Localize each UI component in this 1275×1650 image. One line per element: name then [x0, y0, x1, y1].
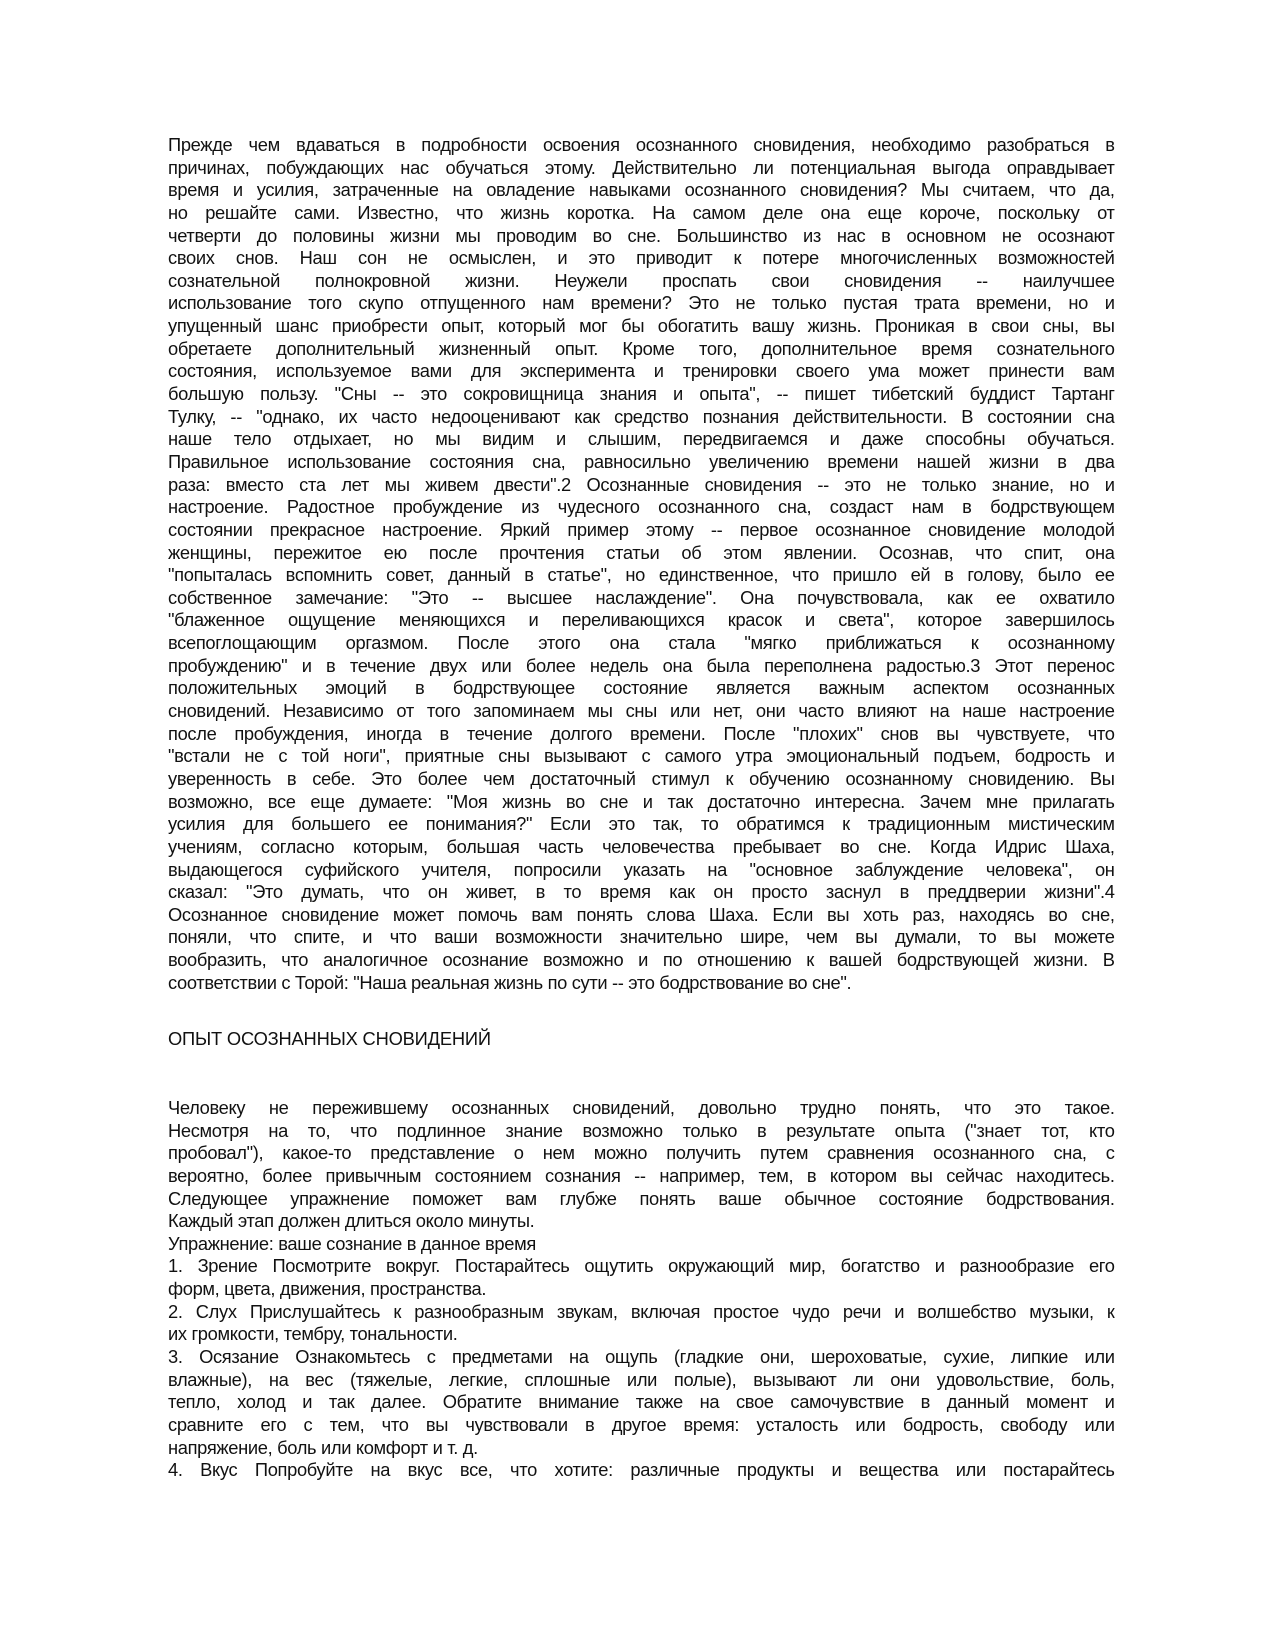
- text-line: причинах, побуждающих нас обучаться этому. Действительно ли потенциальная выгода оправдывает: [168, 156, 1115, 178]
- text-line: выдающегося суфийского учителя, попросили указать на "основное заблуждение человека", он: [168, 858, 1115, 880]
- text-line: сравните его с тем, что вы чувствовали в другое время: усталость или бодрость, свободу или: [168, 1413, 1115, 1435]
- text-line: пробовал"), какое-то представление о нем можно получить путем сравнения осознанного сна, с: [168, 1142, 1115, 1164]
- exercise-item: [168, 1346, 1115, 1459]
- exercise-item: [168, 1459, 1115, 1482]
- text-line: вероятно, более привычным состоянием сознания -- например, тем, в котором вы сейчас находитесь.: [168, 1164, 1115, 1186]
- text-line: форм, цвета, движения, пространства.: [168, 1278, 487, 1300]
- text-line: собственное замечание: "Это -- высшее наслаждение". Она почувствовала, как ее охватило: [168, 586, 1115, 608]
- text-line: Правильное использование состояния сна, равносильно увеличению времени нашей жизни в два: [168, 450, 1115, 472]
- text-line: "блаженное ощущение меняющихся и переливающихся красок и света", которое завершилось: [168, 609, 1115, 631]
- text-line: обретаете дополнительный жизненный опыт. Кроме того, дополнительное время сознательного: [168, 337, 1115, 359]
- text-line: настроение. Радостное пробуждение из чудесного осознанного сна, создаст нам в бодрствующем: [168, 496, 1115, 518]
- text-line: положительных эмоций в бодрствующее состояние является важным аспектом осознанных: [168, 677, 1115, 699]
- text-line: сновидений. Независимо от того запоминаем мы сны или нет, они часто влияют на наше настроение: [168, 700, 1115, 722]
- text-line: соответствии с Торой: "Наша реальная жизнь по сути -- это бодрствование во сне".: [168, 971, 852, 993]
- text-line: "попыталась вспомнить совет, данный в статье", но единственное, что пришло ей в голову, было ее: [168, 564, 1115, 586]
- text-line: после пробуждения, иногда в течение долгого времени. После "плохих" снов вы чувствуете, что: [168, 722, 1115, 744]
- exercise-item: [168, 1255, 1115, 1300]
- exercise-item: [168, 1301, 1115, 1346]
- text-line: женщины, пережитое ею после прочтения статьи об этом явлении. Осознав, что спит, она: [168, 541, 1115, 563]
- text-line: тепло, холод и так далее. Обратите внимание также на свое самочувствие в данный момент и: [168, 1391, 1115, 1413]
- paragraph-intro: [168, 134, 1115, 994]
- text-line: сознательной полнокровной жизни. Неужели проспать свои сновидения -- наилучшее: [168, 269, 1115, 291]
- text-line: своих снов. Наш сон не осмыслен, и это приводит к потере многочисленных возможностей: [168, 247, 1115, 269]
- text-line: Прежде чем вдаваться в подробности освоения осознанного сновидения, необходимо разобраться в: [168, 134, 1115, 155]
- text-line: Следующее упражнение поможет вам глубже понять ваше обычное состояние бодрствования.: [168, 1187, 1115, 1209]
- text-line: использование того скупо отпущенного нам времени? Это не только пустая трата времени, но и: [168, 292, 1115, 314]
- text-line: влажные), на вес (тяжелые, легкие, сплошные или полые), вызывают ли они удовольствие, боль,: [168, 1368, 1115, 1390]
- text-line: "встали не с той ноги", приятные сны вызывают с самого утра эмоциональный подъем, бодрость и: [168, 745, 1115, 767]
- text-line: 1. Зрение Посмотрите вокруг. Постарайтесь ощутить окружающий мир, богатство и разнообразие его: [168, 1255, 1115, 1277]
- text-line: время и усилия, затраченные на овладение навыками осознанного сновидения? Мы считаем, что да,: [168, 179, 1115, 201]
- text-line: 3. Осязание Ознакомьтесь с предметами на ощупь (гладкие они, шероховатые, сухие, липкие или: [168, 1346, 1115, 1368]
- text-line: напряжение, боль или комфорт и т. д.: [168, 1436, 478, 1458]
- text-line: Тулку, -- "однако, их часто недооценивают как средство познания действительности. В состоянии сна: [168, 405, 1115, 427]
- text-line: поняли, что спите, и что ваши возможности значительно шире, чем вы думали, то вы можете: [168, 926, 1115, 948]
- text-line: Человеку не пережившему осознанных сновидений, довольно трудно понять, что это такое.: [168, 1097, 1115, 1118]
- text-line: всепоглощающим оргазмом. После этого она стала "мягко приближаться к осознанному: [168, 632, 1115, 654]
- text-line: учениям, согласно которым, большая часть человечества пребывает во сне. Когда Идрис Шаха,: [168, 835, 1115, 857]
- paragraph-experience: [168, 1097, 1115, 1233]
- text-line: состояния, используемое вами для эксперимента и тренировки своего ума может принести вам: [168, 360, 1115, 382]
- text-line: раза: вместо ста лет мы живем двести".2 Осознанные сновидения -- это не только знание, но и: [168, 473, 1115, 495]
- text-line: 2. Слух Прислушайтесь к разнообразным звукам, включая простое чудо речи и волшебство музыки, к: [168, 1300, 1115, 1322]
- exercise-title: Упражнение: ваше сознание в данное время: [168, 1232, 536, 1254]
- text-line: их громкости, тембру, тональности.: [168, 1323, 458, 1345]
- text-line: Несмотря на то, что подлинное знание возможно только в результате опыта ("знает тот, кто: [168, 1119, 1115, 1141]
- text-line: большую пользу. "Сны -- это сокровищница знания и опыта", -- пишет тибетский буддист Тартанг: [168, 383, 1115, 405]
- text-line: Каждый этап должен длиться около минуты.: [168, 1210, 535, 1232]
- text-line: четверти до половины жизни мы проводим во сне. Большинство из нас в основном не осознают: [168, 224, 1115, 246]
- text-line: Осознанное сновидение может помочь вам понять слова Шаха. Если вы хоть раз, находясь во сне,: [168, 903, 1115, 925]
- text-line: упущенный шанс приобрести опыт, который мог бы обогатить вашу жизнь. Проникая в свои сны, вы: [168, 315, 1115, 337]
- text-line: 4. Вкус Попробуйте на вкус все, что хотите: различные продукты и вещества или постарайтесь: [168, 1459, 1115, 1481]
- text-line: наше тело отдыхает, но мы видим и слышим, передвигаемся и даже способны обучаться.: [168, 428, 1115, 450]
- document-page: [168, 134, 1115, 1482]
- text-line: уверенность в себе. Это более чем достаточный стимул к обучению осознанному сновидению. Вы: [168, 767, 1115, 789]
- exercise-list: [168, 1255, 1115, 1481]
- text-line: возможно, все еще думаете: "Моя жизнь во сне и так достаточно интересна. Зачем мне прилагать: [168, 790, 1115, 812]
- section-heading: ОПЫТ ОСОЗНАННЫХ СНОВИДЕНИЙ: [168, 1028, 491, 1050]
- text-line: пробуждению" и в течение двух или более недель она была переполнена радостью.3 Этот перенос: [168, 654, 1115, 676]
- text-line: состоянии прекрасное настроение. Яркий пример этому -- первое осознанное сновидение молодой: [168, 518, 1115, 540]
- text-line: вообразить, что аналогичное осознание возможно и по отношению к вашей бодрствующей жизни. В: [168, 949, 1115, 971]
- text-line: усилия для большего ее понимания?" Если это так, то обратимся к традиционным мистическим: [168, 813, 1115, 835]
- text-line: сказал: "Это думать, что он живет, в то время как он просто заснул в преддверии жизни".4: [168, 881, 1115, 903]
- text-line: но решайте сами. Известно, что жизнь коротка. На самом деле она еще короче, поскольку от: [168, 201, 1115, 223]
